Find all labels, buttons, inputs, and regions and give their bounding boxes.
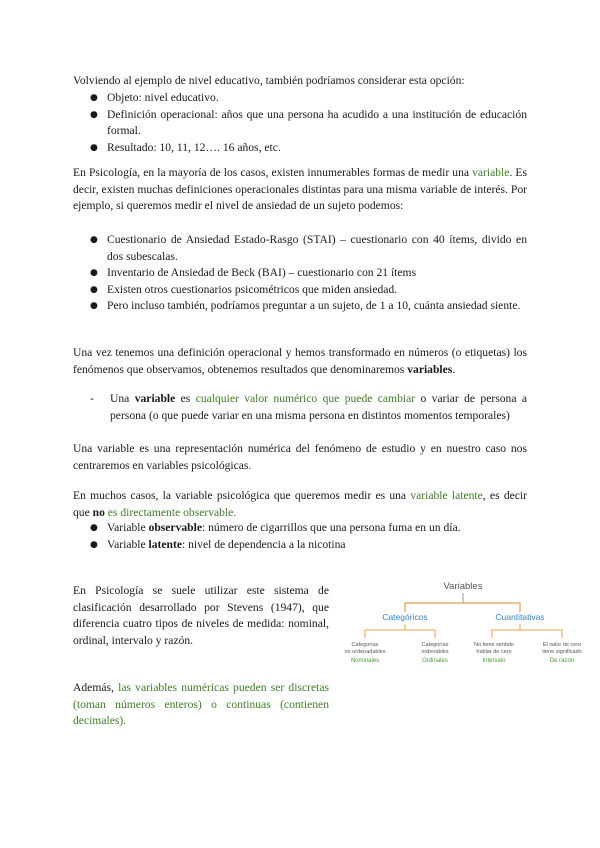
highlight-text: es directamente observable. [104, 505, 237, 519]
intro-paragraph: Volviendo al ejemplo de nivel educativo, también podríamos considerar esta opción: [73, 74, 465, 87]
category-categoricos: Categóricos [382, 612, 428, 622]
list-item: ● Inventario de Ansiedad de Beck (BAI) – cuestionario con 21 ítems [73, 265, 527, 282]
numeric-variables-paragraph: Además, las variables numéricas pueden ser discretas (toman números enteros) o continuas (contienen decimales). [73, 681, 329, 728]
leaf-description: Categorías [351, 642, 379, 648]
list-item: ● Existen otros cuestionarios psicométricos que miden ansiedad. [73, 282, 527, 299]
latent-paragraph: En muchos casos, la variable psicológica que queremos medir es una variable latente, es decir que no es directamente observable. [73, 489, 527, 519]
leaf-description: No tiene sentido [474, 642, 514, 648]
category-cuantitativas: Cuantitativas [495, 612, 545, 622]
bold-term: variables [407, 362, 453, 376]
leaf-description: tiene significado [542, 649, 582, 655]
leaf-description: hablar de cero [476, 649, 512, 655]
measurement-levels-diagram [330, 576, 600, 676]
right-branch-connector [492, 630, 562, 638]
leaf-label-de-razon: De razón [549, 658, 575, 664]
list-item: ● Cuestionario de Ansiedad Estado-Rasgo (STAI) – cuestionario con 40 ítems, divido en dos subescalas. [73, 232, 527, 265]
list-item: ● Variable observable: número de cigarrillos que una persona fuma en un día. [73, 520, 527, 537]
leaf-label-nominales: Nominales [350, 658, 380, 664]
leaf-label-intervalo: Intervalo [482, 658, 506, 664]
bold-term: no [92, 505, 105, 519]
operational-definition-paragraph: Una vez tenemos una definición operacional y hemos transformado en números (o etiquetas) los fenómenos que observamos, obtenemos resultados que denominaremos variables. [73, 346, 527, 376]
stevens-paragraph: En Psicología se suele utilizar este sistema de clasificación desarrollado por Stevens (1947), que diferencia cuatro tipos de niveles de medida: nominal, ordinal, intervalo y razón. [73, 584, 329, 647]
observable-latent-list [73, 520, 527, 553]
leaf-description: El valor de cero [542, 642, 582, 648]
leaf-description: ordenables [421, 649, 449, 655]
diagram-root-label: Variables [443, 581, 483, 592]
list-item: ● Variable latente: nivel de dependencia a la nicotina [73, 537, 527, 554]
list-item: ● Definición operacional: años que una persona ha acudido a una institución de educación formal. [73, 107, 527, 140]
highlight-text: las variables numéricas pueden ser discretas (toman números enteros) o continuas (contienen decimales). [73, 681, 329, 728]
bold-term: variable [134, 392, 176, 405]
anxiety-measures-list [73, 232, 527, 315]
psychology-paragraph: En Psicología, en la mayoría de los casos, existen innumerables formas de medir una variable. Es decir, existen muchas definiciones operacionales distintas para una misma variable de interés. Por ejemplo, si queremos medir el nivel de ansiedad de un sujeto podemos: [73, 166, 528, 213]
list-item: ● Objeto: nivel educativo. [73, 90, 527, 107]
branch-connector [405, 603, 520, 612]
highlight-term: variable latente [410, 489, 483, 502]
leaf-description: no ordenadables [344, 649, 386, 655]
leaf-description: Categorías [421, 642, 449, 648]
representation-paragraph: Una variable es una representación numérica del fenómeno de estudio y en nuestro caso nos centraremos en variables psicológicas. [73, 442, 527, 472]
left-branch-connector [365, 630, 435, 638]
leaf-label-ordinales: Ordinales [422, 658, 448, 664]
list-item: ● Pero incluso también, podríamos preguntar a un sujeto, de 1 a 10, cuánta ansiedad siente. [73, 298, 527, 315]
variable-definition: - Una variable es cualquier valor numérico que puede cambiar o variar de persona a persona (o que puede variar en una misma persona en distintos momentos temporales) [90, 392, 527, 422]
list-item: ● Resultado: 10, 11, 12…. 16 años, etc. [73, 140, 527, 157]
education-example-list [73, 90, 527, 156]
dash-marker: - [90, 392, 94, 405]
highlight-text: cualquier valor numérico que puede cambiar [195, 392, 416, 405]
highlight-term: variable [472, 166, 510, 179]
